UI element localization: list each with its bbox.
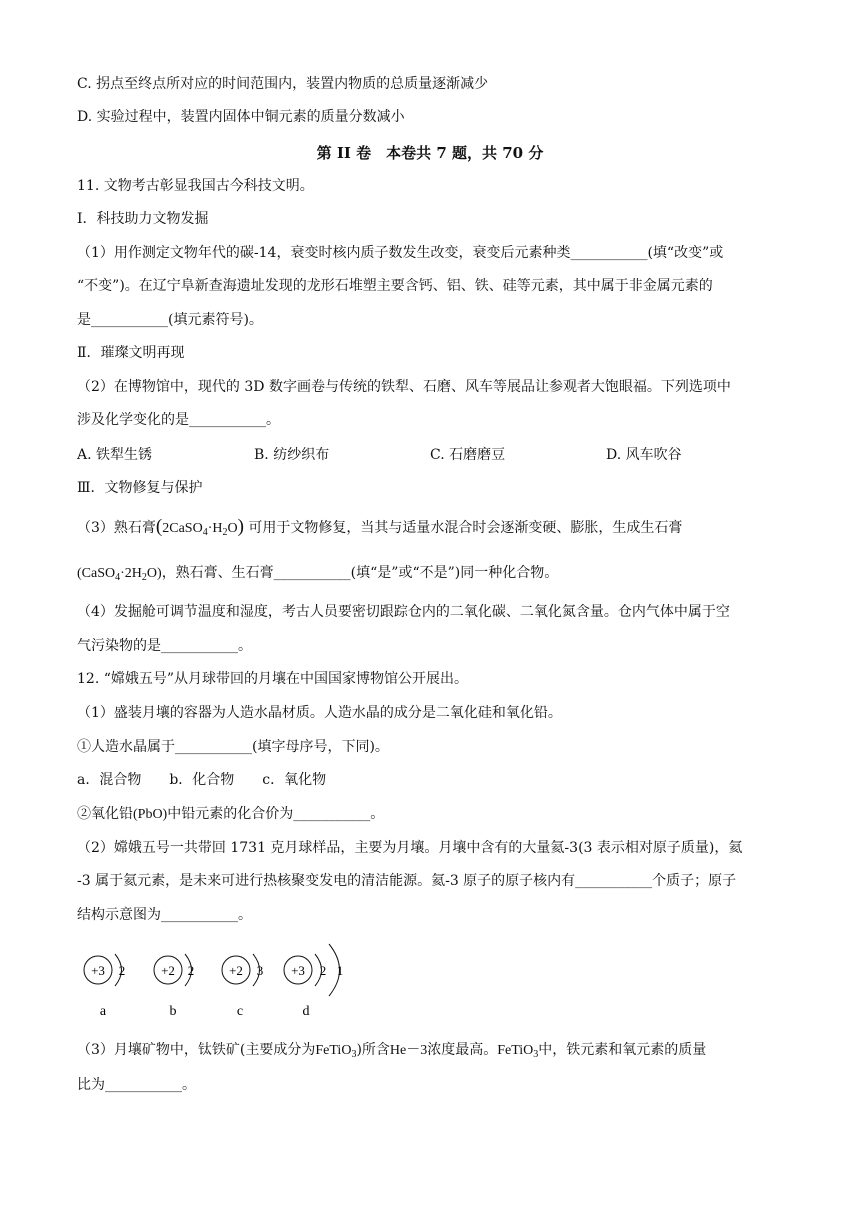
q11-4-line-b: 气污染物的是___________。 <box>77 638 252 654</box>
formula-he3: He－3 <box>389 1043 428 1058</box>
atom-b-nucleus: +2 <box>161 963 175 978</box>
q11-2-line-b: 涉及化学变化的是___________。 <box>77 412 280 428</box>
atom-b-label: b <box>169 1004 177 1019</box>
q11-3-line-b <box>77 563 558 584</box>
q12-stem: 12. “嫦娥五号”从月球带回的月壤在中国国家博物馆公开展出。 <box>77 671 469 687</box>
q11-3-line-a <box>77 517 682 539</box>
atom-structure-diagrams <box>78 940 358 1020</box>
atom-d-nucleus: +3 <box>291 963 305 978</box>
q11-part3-heading: Ⅲ．文物修复与保护 <box>77 480 203 496</box>
q12-1-line: （1）盛装月壤的容器为人造水晶材质。人造水晶的成分是二氧化硅和氧化铅。 <box>77 705 562 721</box>
q11-2-line-a: （2）在博物馆中，现代的 3D 数字画卷与传统的铁犁、石磨、风车等展品让参观者大饱眼福。下列选项中 <box>77 379 731 395</box>
section-title: 第 II 卷 本卷共 7 题，共 70 分 <box>316 144 544 162</box>
q12-2-line-c: 结构示意图为___________。 <box>77 907 252 923</box>
q11-1-line-b: “不变”)。在辽宁阜新查海遗址发现的龙形石堆塑主要含钙、铝、铁、硅等元素，其中属于非金属元素的 <box>77 278 713 294</box>
q12-1-sub-ii: ②氧化铅(PbO)中铅元素的化合价为___________。 <box>77 806 385 822</box>
q11-2-option-d: D. 风车吹谷 <box>606 447 682 463</box>
formula-fetio3-1: FeTiO$_3$ <box>315 1043 357 1060</box>
q12-2-line-b: -3 属于氦元素，是未来可进行热核聚变发电的清洁能源。氦-3 原子的原子核内有___________个质子；原子 <box>77 873 737 889</box>
q11-4-line-a: （4）发掘舱可调节温度和湿度，考古人员要密切跟踪仓内的二氧化碳、二氧化氮含量。仓内气体中属于空 <box>77 604 730 620</box>
q11-part1-heading: Ⅰ．科技助力文物发掘 <box>77 211 209 227</box>
q11-3-line-b-text: ，熟石膏、生石膏___________(填“是”或“不是”)同一种化合物。 <box>161 565 559 581</box>
atom-d-shell-1: 2 <box>319 963 327 978</box>
atom-diagrams-svg <box>78 940 358 1020</box>
atom-d-label: d <box>302 1004 310 1019</box>
q12-1-options: a．混合物 b．化合物 c．氧化物 <box>77 772 327 788</box>
q11-1-line-c: 是___________(填元素符号)。 <box>77 312 263 328</box>
q11-part2-heading: Ⅱ．璀璨文明再现 <box>77 345 185 361</box>
formula-pbo: (PbO) <box>133 807 168 822</box>
q11-2-option-a: A. 铁犁生锈 <box>77 447 153 463</box>
q12-2-line-a: （2）嫦娥五号一共带回 1731 克月球样品，主要为月壤。月壤中含有的大量氦-3(3 表示相对原子质量)，氦 <box>77 840 743 856</box>
atom-c-label: c <box>236 1004 244 1019</box>
atom-diagram-a <box>84 954 125 1019</box>
q12-3-line-b: 比为___________。 <box>77 1077 196 1093</box>
atom-a-shell: 2 <box>118 963 126 978</box>
atom-a-label: a <box>99 1004 107 1019</box>
atom-a-nucleus: +3 <box>91 963 105 978</box>
q11-3-prefix: （3）熟石膏 <box>77 520 156 536</box>
q12-1-sub-i: ①人造水晶属于___________(填字母序号，下同)。 <box>77 739 389 755</box>
q12-3-line-a: （3）月壤矿物中，钛铁矿(主要成分为FeTiO$_3$)所含He－3浓度最高。FeTiO$_3$中，铁元素和氧元素的质量 <box>77 1042 707 1060</box>
q11-3-suffix: 可用于文物修复，当其与适量水混合时会逐渐变硬、膨胀，生成生石膏 <box>248 520 683 536</box>
atom-d-shell-2: 1 <box>336 963 344 978</box>
q11-2-option-c: C. 石磨磨豆 <box>430 447 506 463</box>
atom-diagram-c <box>222 954 263 1019</box>
atom-diagram-b <box>154 954 194 1019</box>
atom-c-nucleus: +2 <box>229 963 243 978</box>
atom-c-shell: 3 <box>256 963 264 978</box>
atom-diagram-d <box>284 944 343 1019</box>
q11-2-option-b: B. 纺纱织布 <box>254 447 330 463</box>
q10-option-d: D. 实验过程中，装置内固体中铜元素的质量分数减小 <box>77 109 405 125</box>
q11-stem: 11. 文物考古彰显我国古今科技文明。 <box>77 178 314 194</box>
q10-option-c: C. 拐点至终点所对应的时间范围内，装置内物质的总质量逐渐减少 <box>77 76 489 92</box>
formula-calcined-gypsum: $2CaSO_4\cdot H_2O$ <box>162 521 238 538</box>
atom-b-shell: 2 <box>187 963 195 978</box>
formula-gypsum: $(CaSO_4\cdot 2H_2O)$ <box>77 566 162 583</box>
formula-fetio3-2: FeTiO$_3$ <box>497 1043 539 1060</box>
paren-open: ( <box>155 516 163 537</box>
q11-1-line-a: （1）用作测定文物年代的碳-14，衰变时核内质子数发生改变，衰变后元素种类___________(填“改变”或 <box>77 245 724 261</box>
paren-close: ) <box>237 516 244 537</box>
